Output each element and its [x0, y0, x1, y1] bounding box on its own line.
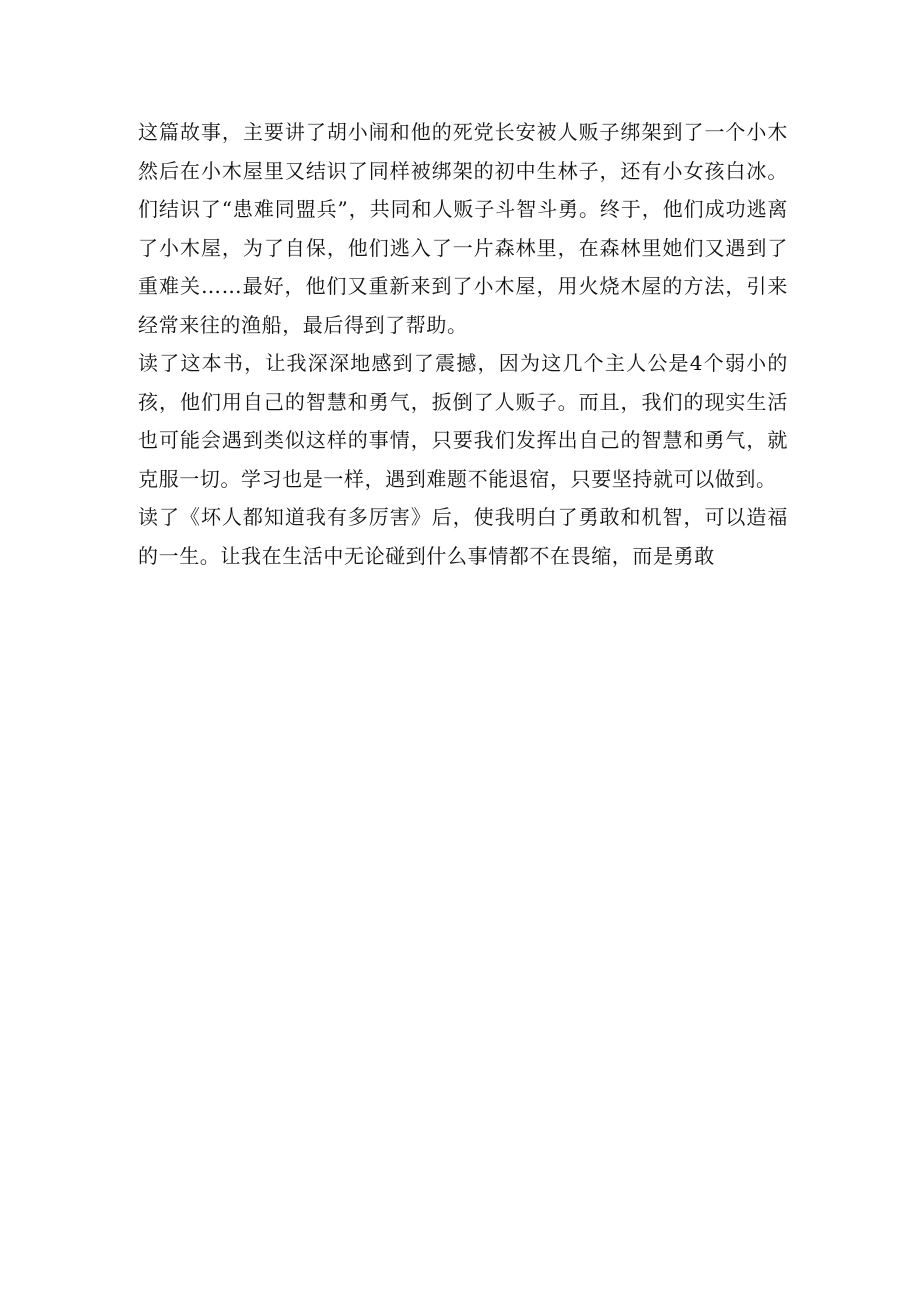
text-line: 孩，他们用自己的智慧和勇气，扳倒了人贩子。而且，我们的现实生活: [138, 389, 788, 414]
text-line: 读了《坏人都知道我有多厉害》后，使我明白了勇敢和机智，可以造福: [138, 505, 788, 529]
text-line: 重难关……最好，他们又重新来到了小木屋，用火烧木屋的方法，引来: [138, 274, 788, 298]
text-line: 经常来往的渔船，最后得到了帮助。: [138, 312, 468, 337]
text-line: 这篇故事，主要讲了胡小闹和他的死党长安被人贩子绑架到了一个小木: [138, 120, 788, 144]
document-body: [138, 113, 788, 575]
text-line: 读了这本书，让我深深地感到了震撼，因为这几个主人公是4个弱小的: [138, 351, 788, 375]
text-line: 了小木屋，为了自保，他们逃入了一片森林里，在森林里她们又遇到了: [138, 235, 788, 260]
text-line: 也可能会遇到类似这样的事情，只要我们发挥出自己的智慧和勇气，就: [138, 428, 788, 452]
text-line: 们结识了“患难同盟兵”，共同和人贩子斗智斗勇。终于，他们成功逃离: [138, 197, 788, 221]
paragraph-reflection: [138, 344, 788, 498]
text-line: 的一生。让我在生活中无论碰到什么事情都不在畏缩，而是勇敢: [138, 543, 715, 568]
paragraph-summary: [138, 113, 788, 344]
text-line: 克服一切。学习也是一样，遇到难题不能退宿，只要坚持就可以做到。: [138, 466, 777, 491]
paragraph-conclusion: [138, 498, 788, 575]
text-line: 然后在小木屋里又结识了同样被绑架的初中生林子，还有小女孩白冰。: [138, 158, 788, 183]
